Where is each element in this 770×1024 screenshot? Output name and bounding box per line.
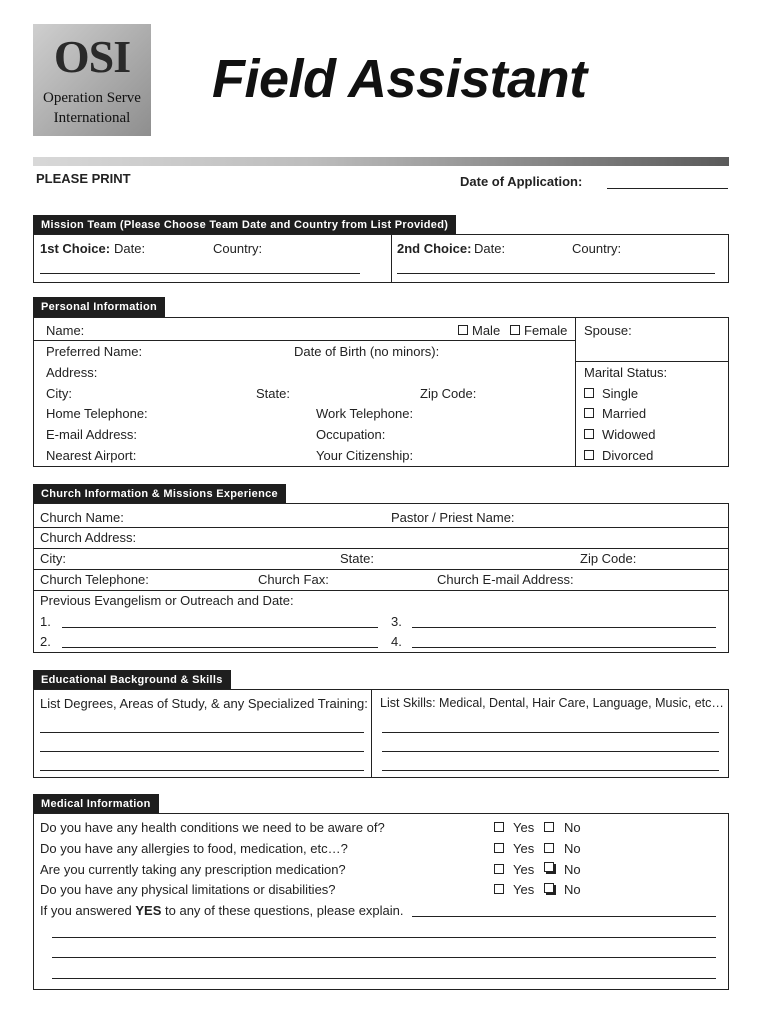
explain-pre: If you answered xyxy=(40,903,136,918)
nearest-airport-label: Nearest Airport: xyxy=(46,448,137,463)
q4-no-label: No xyxy=(564,882,581,897)
church-name-label: Church Name: xyxy=(40,510,124,525)
q1-no-checkbox[interactable] xyxy=(544,822,554,832)
second-country-label: Country: xyxy=(572,241,622,256)
second-choice-label: 2nd Choice: xyxy=(397,241,472,256)
mission-divider xyxy=(391,234,392,283)
q2-yes-checkbox[interactable] xyxy=(494,843,504,853)
church-state-label: State: xyxy=(340,551,374,566)
logo-abbr: OSI xyxy=(53,31,131,82)
citizenship-label: Your Citizenship: xyxy=(316,448,414,463)
widowed-label: Widowed xyxy=(602,427,656,442)
outreach-1-label: 1. xyxy=(40,614,51,629)
q1-yes-checkbox[interactable] xyxy=(494,822,504,832)
state-label: State: xyxy=(256,386,290,401)
church-address-label: Church Address: xyxy=(40,530,137,545)
q3-yes-checkbox[interactable] xyxy=(494,864,504,874)
first-date-label: Date: xyxy=(114,241,146,256)
church-info-header: Church Information & Missions Experience xyxy=(33,484,286,504)
church-telephone-label: Church Telephone: xyxy=(40,572,149,587)
education-header: Educational Background & Skills xyxy=(33,670,231,690)
marital-status-label: Marital Status: xyxy=(584,365,668,380)
outreach-2-field[interactable] xyxy=(62,647,378,648)
row-line xyxy=(575,361,729,362)
degrees-line-3[interactable] xyxy=(40,770,364,771)
city-label: City: xyxy=(46,386,72,401)
medical-q1: Do you have any health conditions we need to be aware of? xyxy=(40,820,385,835)
skills-label: List Skills: Medical, Dental, Hair Care, Language, Music, etc… xyxy=(380,696,724,710)
outreach-3-label: 3. xyxy=(391,614,402,629)
row-line xyxy=(33,548,729,549)
medical-q2: Do you have any allergies to food, medication, etc…? xyxy=(40,841,348,856)
male-label: Male xyxy=(472,323,501,338)
church-fax-label: Church Fax: xyxy=(258,572,329,587)
explain-line-3[interactable] xyxy=(52,978,716,979)
explain-yes: YES xyxy=(135,903,162,918)
married-checkbox[interactable] xyxy=(584,408,594,418)
personal-divider xyxy=(575,317,576,467)
explain-line-2[interactable] xyxy=(52,957,716,958)
occupation-label: Occupation: xyxy=(316,427,386,442)
q4-yes-label: Yes xyxy=(513,882,535,897)
please-print: PLEASE PRINT xyxy=(36,171,131,186)
second-choice-field[interactable] xyxy=(397,273,715,274)
q2-yes-label: Yes xyxy=(513,841,535,856)
page-title: Field Assistant xyxy=(212,49,587,109)
q1-no-label: No xyxy=(564,820,581,835)
header-divider xyxy=(33,157,729,166)
explain-prompt xyxy=(40,903,404,918)
q3-no-label: No xyxy=(564,862,581,877)
q2-no-checkbox[interactable] xyxy=(544,843,554,853)
row-line xyxy=(33,590,729,591)
first-country-label: Country: xyxy=(213,241,263,256)
q4-yes-checkbox[interactable] xyxy=(494,884,504,894)
q2-no-label: No xyxy=(564,841,581,856)
single-checkbox[interactable] xyxy=(584,388,594,398)
explain-post: to any of these questions, please explain. xyxy=(161,903,404,918)
date-of-application-field[interactable] xyxy=(607,188,728,189)
skills-line-3[interactable] xyxy=(382,770,719,771)
q3-no-checkbox[interactable] xyxy=(544,862,554,872)
first-choice-label: 1st Choice: xyxy=(40,241,111,256)
spouse-label: Spouse: xyxy=(584,323,632,338)
row-line xyxy=(33,569,729,570)
email-label: E-mail Address: xyxy=(46,427,138,442)
row-line xyxy=(33,340,575,341)
widowed-checkbox[interactable] xyxy=(584,429,594,439)
dob-label: Date of Birth (no minors): xyxy=(294,344,440,359)
mission-team-header: Mission Team (Please Choose Team Date and Country from List Provided) xyxy=(33,215,456,235)
medical-box xyxy=(33,813,729,990)
married-label: Married xyxy=(602,406,647,421)
skills-line-1[interactable] xyxy=(382,732,719,733)
single-label: Single xyxy=(602,386,639,401)
degrees-line-1[interactable] xyxy=(40,732,364,733)
outreach-2-label: 2. xyxy=(40,634,51,649)
outreach-3-field[interactable] xyxy=(412,627,716,628)
outreach-1-field[interactable] xyxy=(62,627,378,628)
outreach-4-label: 4. xyxy=(391,634,402,649)
female-checkbox[interactable] xyxy=(510,325,520,335)
female-label: Female xyxy=(524,323,568,338)
date-of-application-label: Date of Application: xyxy=(460,174,583,189)
personal-info-header: Personal Information xyxy=(33,297,165,317)
preferred-name-label: Preferred Name: xyxy=(46,344,143,359)
q3-yes-label: Yes xyxy=(513,862,535,877)
medical-q3: Are you currently taking any prescription medication? xyxy=(40,862,346,877)
q4-no-checkbox[interactable] xyxy=(544,883,554,893)
second-date-label: Date: xyxy=(474,241,506,256)
home-telephone-label: Home Telephone: xyxy=(46,406,148,421)
zip-label: Zip Code: xyxy=(420,386,477,401)
first-choice-field[interactable] xyxy=(40,273,360,274)
outreach-4-field[interactable] xyxy=(412,647,716,648)
address-label: Address: xyxy=(46,365,98,380)
work-telephone-label: Work Telephone: xyxy=(316,406,414,421)
education-divider xyxy=(371,689,372,778)
skills-line-2[interactable] xyxy=(382,751,719,752)
osi-logo xyxy=(33,24,151,136)
divorced-label: Divorced xyxy=(602,448,654,463)
q1-yes-label: Yes xyxy=(513,820,535,835)
divorced-checkbox[interactable] xyxy=(584,450,594,460)
medical-header: Medical Information xyxy=(33,794,159,814)
medical-q4: Do you have any physical limitations or disabilities? xyxy=(40,882,336,897)
explain-line-0[interactable] xyxy=(412,916,716,917)
degrees-line-2[interactable] xyxy=(40,751,364,752)
row-line xyxy=(33,527,729,528)
logo-line2: International xyxy=(53,110,131,126)
previous-evangelism-label: Previous Evangelism or Outreach and Date: xyxy=(40,593,294,608)
logo-line1: Operation Serve xyxy=(43,90,141,106)
male-checkbox[interactable] xyxy=(458,325,468,335)
pastor-name-label: Pastor / Priest Name: xyxy=(391,510,515,525)
explain-line-1[interactable] xyxy=(52,937,716,938)
church-zip-label: Zip Code: xyxy=(580,551,637,566)
church-email-label: Church E-mail Address: xyxy=(437,572,574,587)
name-label: Name: xyxy=(46,323,85,338)
church-city-label: City: xyxy=(40,551,66,566)
degrees-label: List Degrees, Areas of Study, & any Specialized Training: xyxy=(40,696,368,711)
